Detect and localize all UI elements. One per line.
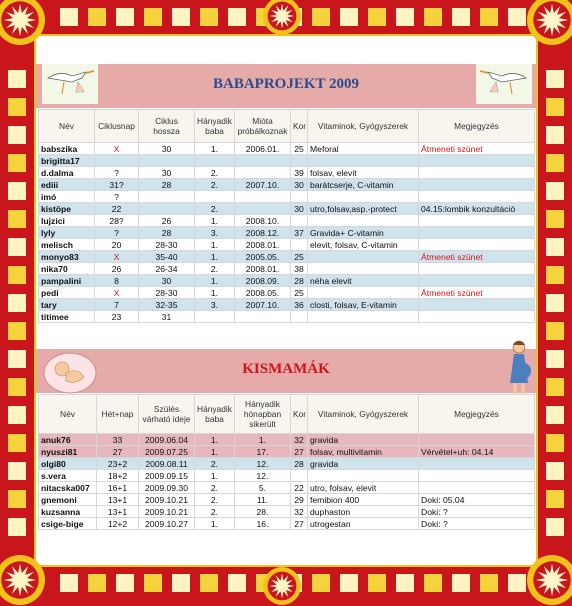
table-cell: 38	[291, 263, 308, 275]
table-row	[39, 227, 535, 239]
table-row	[39, 482, 535, 494]
table-cell: folsav, multivitamin	[308, 446, 419, 458]
table-row	[39, 458, 535, 470]
table-cell: 2009.09.30	[139, 482, 195, 494]
table-cell: 18+2	[97, 470, 139, 482]
name-cell: ediii	[39, 179, 95, 191]
table-cell	[291, 191, 308, 203]
table-cell: 13+1	[97, 506, 139, 518]
table-row	[39, 287, 535, 299]
sun-icon	[262, 566, 302, 606]
table-cell: 30	[291, 179, 308, 191]
table-cell: 31	[139, 311, 195, 323]
table-cell: 2.	[195, 494, 235, 506]
table-cell: 1.	[195, 434, 235, 446]
table-row	[39, 275, 535, 287]
table-cell: 2.	[195, 203, 235, 215]
table-cell	[419, 179, 535, 191]
kismamak-banner	[36, 349, 536, 393]
table-row	[39, 239, 535, 251]
content-panel	[34, 34, 538, 567]
table-cell	[419, 155, 535, 167]
table-cell	[139, 203, 195, 215]
header-cell: Hányadik baba	[195, 395, 235, 434]
table-cell: 1.	[195, 239, 235, 251]
table-cell: 28	[139, 179, 195, 191]
sun-icon	[0, 0, 46, 46]
table-cell: 26	[95, 263, 139, 275]
table-cell: 32	[291, 434, 308, 446]
table-cell: 2009.10.21	[139, 494, 195, 506]
table-row	[39, 311, 535, 323]
table-cell: 2008.10.	[235, 215, 291, 227]
name-cell: brigitta17	[39, 155, 95, 167]
table-cell: 27	[291, 446, 308, 458]
name-cell: lyly	[39, 227, 95, 239]
table-cell: 1.	[195, 470, 235, 482]
table-cell: 2.	[195, 506, 235, 518]
header-cell: Megjegyzés	[419, 110, 535, 143]
table-cell	[95, 155, 139, 167]
table-cell: 30	[139, 275, 195, 287]
babaprojekt-rows	[39, 143, 535, 323]
name-cell: titimee	[39, 311, 95, 323]
table-cell: 23	[95, 311, 139, 323]
table-cell	[419, 458, 535, 470]
table-cell: Doki: ?	[419, 506, 535, 518]
table-cell: 2008.01.	[235, 263, 291, 275]
table-cell: 2.	[195, 263, 235, 275]
table-cell: X	[95, 287, 139, 299]
babaprojekt-table	[38, 109, 535, 323]
table-cell	[419, 167, 535, 179]
header-cell: Ciklus hossza	[139, 110, 195, 143]
table-cell: Átmeneti szünet	[419, 287, 535, 299]
table-row	[39, 155, 535, 167]
header-cell: Kor	[291, 110, 308, 143]
table-cell	[419, 482, 535, 494]
table-cell: 22	[291, 482, 308, 494]
table-cell: 1.	[235, 434, 291, 446]
header-cell: Vitaminok, Gyógyszerek	[308, 110, 419, 143]
table-cell: 1.	[195, 275, 235, 287]
table-cell: ?	[95, 167, 139, 179]
table-cell: 2009.06.04	[139, 434, 195, 446]
table-cell: 2008.12.	[235, 227, 291, 239]
table-cell: utro,folsav,asp.-protect	[308, 203, 419, 215]
table-row	[39, 251, 535, 263]
table-cell	[419, 299, 535, 311]
table-cell: 28-30	[139, 287, 195, 299]
table-cell	[235, 191, 291, 203]
table-cell: 35-40	[139, 251, 195, 263]
table-cell	[291, 215, 308, 227]
table-cell: Átmeneti szünet	[419, 251, 535, 263]
table-cell	[419, 227, 535, 239]
table-cell: 22	[95, 203, 139, 215]
table-cell: 33	[97, 434, 139, 446]
table-cell: 2009.09.15	[139, 470, 195, 482]
table-cell: 28-30	[139, 239, 195, 251]
header-cell: Ciklusnap	[95, 110, 139, 143]
table-cell: 1.	[195, 287, 235, 299]
table-cell: 26	[139, 215, 195, 227]
table-cell: folsav, elevit	[308, 167, 419, 179]
table-row	[39, 434, 535, 446]
table-cell: 25	[291, 251, 308, 263]
table-cell	[419, 434, 535, 446]
table-cell: 2009.10.21	[139, 506, 195, 518]
table-cell: 7	[95, 299, 139, 311]
table-cell: 30	[139, 167, 195, 179]
name-cell: csige-bige	[39, 518, 97, 530]
name-cell: tary	[39, 299, 95, 311]
stork-left-icon	[42, 64, 98, 104]
header-cell: Hányadik baba	[195, 110, 235, 143]
table-cell: utrogestan	[308, 518, 419, 530]
table-cell: 37	[291, 227, 308, 239]
table-cell: 2005.05.	[235, 251, 291, 263]
table-cell	[235, 311, 291, 323]
table-cell	[291, 155, 308, 167]
table-cell: 5.	[235, 482, 291, 494]
header-cell: Kor	[291, 395, 308, 434]
table-cell: 11.	[235, 494, 291, 506]
table-cell: 1.	[195, 215, 235, 227]
table-cell: 28?	[95, 215, 139, 227]
kismamak-table	[38, 394, 535, 530]
kismamak-title: KISMAMÁK	[242, 361, 330, 377]
table-cell: elevit, folsav, C-vitamin	[308, 239, 419, 251]
table-cell: barátcserje, C-vitamin	[308, 179, 419, 191]
sun-icon	[0, 554, 46, 606]
table-cell	[308, 191, 419, 203]
name-cell: babszika	[39, 143, 95, 155]
table-row	[39, 263, 535, 275]
table-cell: 31?	[95, 179, 139, 191]
table-cell: 32	[291, 506, 308, 518]
table-cell: 04.15:lombik konzultáció	[419, 203, 535, 215]
table-cell: 8	[95, 275, 139, 287]
header-cell: Név	[39, 395, 97, 434]
table-cell: gravida	[308, 458, 419, 470]
table-cell: 28	[291, 275, 308, 287]
table-cell	[419, 470, 535, 482]
table-cell	[291, 470, 308, 482]
table-cell: 2007.10.	[235, 179, 291, 191]
table-cell: 28	[139, 227, 195, 239]
header-cell: Hányadik hónapban sikerült	[235, 395, 291, 434]
header-cell: Mióta próbálkoznak	[235, 110, 291, 143]
table-cell: 3.	[195, 227, 235, 239]
table-cell: 27	[291, 518, 308, 530]
name-cell: nyuszi81	[39, 446, 97, 458]
table-cell	[308, 215, 419, 227]
table-cell	[195, 311, 235, 323]
table-cell: Doki: 05.04	[419, 494, 535, 506]
header-cell: Hét+nap	[97, 395, 139, 434]
table-cell: ?	[95, 191, 139, 203]
table-cell	[308, 470, 419, 482]
table-cell: 2.	[195, 482, 235, 494]
name-cell: gnemoni	[39, 494, 97, 506]
table-cell: Gravida+ C-vitamin	[308, 227, 419, 239]
name-cell: d.dalma	[39, 167, 95, 179]
table-row	[39, 494, 535, 506]
table-cell: 1.	[195, 143, 235, 155]
table-cell: 3.	[195, 299, 235, 311]
table-cell: néha elevit	[308, 275, 419, 287]
sun-icon	[526, 0, 572, 46]
table-cell: 25	[291, 287, 308, 299]
table-cell: closti, folsav, E-vitamin	[308, 299, 419, 311]
table-cell	[308, 155, 419, 167]
table-cell	[308, 251, 419, 263]
name-cell: anuk76	[39, 434, 97, 446]
table-cell: 2009.08.11	[139, 458, 195, 470]
table-cell	[308, 311, 419, 323]
name-cell: nika70	[39, 263, 95, 275]
table-cell: 2008.05.	[235, 287, 291, 299]
header-cell: Szülés várható ideje	[139, 395, 195, 434]
table-cell: 2008.09.	[235, 275, 291, 287]
name-cell: imó	[39, 191, 95, 203]
table-cell: Átmeneti szünet	[419, 143, 535, 155]
table-cell: 1.	[195, 251, 235, 263]
kismamak-header-row	[39, 395, 535, 434]
table-row	[39, 518, 535, 530]
table-cell	[291, 311, 308, 323]
table-row	[39, 167, 535, 179]
table-cell: 25	[291, 143, 308, 155]
table-cell: 28	[291, 458, 308, 470]
table-cell: 30	[291, 203, 308, 215]
table-cell: 2009.07.25	[139, 446, 195, 458]
table-cell	[235, 167, 291, 179]
header-cell: Név	[39, 110, 95, 143]
table-cell: Doki: ?	[419, 518, 535, 530]
table-row	[39, 203, 535, 215]
table-cell	[139, 191, 195, 203]
table-cell: 17.	[235, 446, 291, 458]
table-cell	[308, 287, 419, 299]
table-cell: 1.	[195, 446, 235, 458]
table-cell: 26-34	[139, 263, 195, 275]
table-cell: Meforal	[308, 143, 419, 155]
table-cell: 27	[97, 446, 139, 458]
name-cell: kistöpe	[39, 203, 95, 215]
kismamak-rows	[39, 434, 535, 530]
name-cell: s.vera	[39, 470, 97, 482]
baby-icon	[40, 349, 100, 395]
table-cell	[419, 215, 535, 227]
table-cell: 12+2	[97, 518, 139, 530]
table-cell: 2007.10.	[235, 299, 291, 311]
table-cell: 2.	[195, 458, 235, 470]
table-cell: 2.	[195, 167, 235, 179]
stork-right-icon	[476, 64, 532, 104]
table-cell: X	[95, 143, 139, 155]
table-cell	[235, 203, 291, 215]
babaprojekt-header-row	[39, 110, 535, 143]
table-cell	[419, 239, 535, 251]
sun-icon	[262, 0, 302, 36]
table-cell: 16+1	[97, 482, 139, 494]
babaprojekt-banner	[36, 64, 536, 108]
table-row	[39, 191, 535, 203]
header-cell: Megjegyzés	[419, 395, 535, 434]
table-cell: gravida	[308, 434, 419, 446]
table-cell: 13+1	[97, 494, 139, 506]
table-cell: 39	[291, 167, 308, 179]
table-cell	[291, 239, 308, 251]
table-cell: 12.	[235, 458, 291, 470]
table-cell	[139, 155, 195, 167]
table-cell	[308, 263, 419, 275]
header-cell: Vitaminok, Gyógyszerek	[308, 395, 419, 434]
table-cell: 16.	[235, 518, 291, 530]
table-cell	[419, 275, 535, 287]
table-cell: duphaston	[308, 506, 419, 518]
babaprojekt-title: BABAPROJEKT 2009	[213, 76, 359, 92]
name-cell: olgi80	[39, 458, 97, 470]
name-cell: pedi	[39, 287, 95, 299]
table-row	[39, 215, 535, 227]
name-cell: nitacska007	[39, 482, 97, 494]
name-cell: melisch	[39, 239, 95, 251]
table-cell	[195, 191, 235, 203]
table-cell: 32-35	[139, 299, 195, 311]
name-cell: monyo83	[39, 251, 95, 263]
name-cell: pampalini	[39, 275, 95, 287]
sun-icon	[526, 554, 572, 606]
table-cell: X	[95, 251, 139, 263]
table-cell: 12.	[235, 470, 291, 482]
table-cell: 29	[291, 494, 308, 506]
table-cell: 2.	[195, 179, 235, 191]
table-row	[39, 299, 535, 311]
table-row	[39, 470, 535, 482]
table-cell: 23+2	[97, 458, 139, 470]
table-cell	[419, 191, 535, 203]
table-cell: 2006.01.	[235, 143, 291, 155]
table-cell	[235, 155, 291, 167]
table-row	[39, 143, 535, 155]
table-cell: Vérvétel+uh: 04.14	[419, 446, 535, 458]
table-row	[39, 506, 535, 518]
table-cell: 36	[291, 299, 308, 311]
table-cell: utro, folsav, elevit	[308, 482, 419, 494]
table-cell: femibion 400	[308, 494, 419, 506]
table-cell	[419, 263, 535, 275]
table-cell: 30	[139, 143, 195, 155]
table-cell	[195, 155, 235, 167]
table-cell: 1.	[195, 518, 235, 530]
table-row	[39, 179, 535, 191]
table-cell: 2008.01.	[235, 239, 291, 251]
table-cell: 20	[95, 239, 139, 251]
table-row	[39, 446, 535, 458]
name-cell: kuzsanna	[39, 506, 97, 518]
table-cell: 2009.10.27	[139, 518, 195, 530]
table-cell: ?	[95, 227, 139, 239]
name-cell: lujzici	[39, 215, 95, 227]
table-cell	[419, 311, 535, 323]
table-cell: 28.	[235, 506, 291, 518]
